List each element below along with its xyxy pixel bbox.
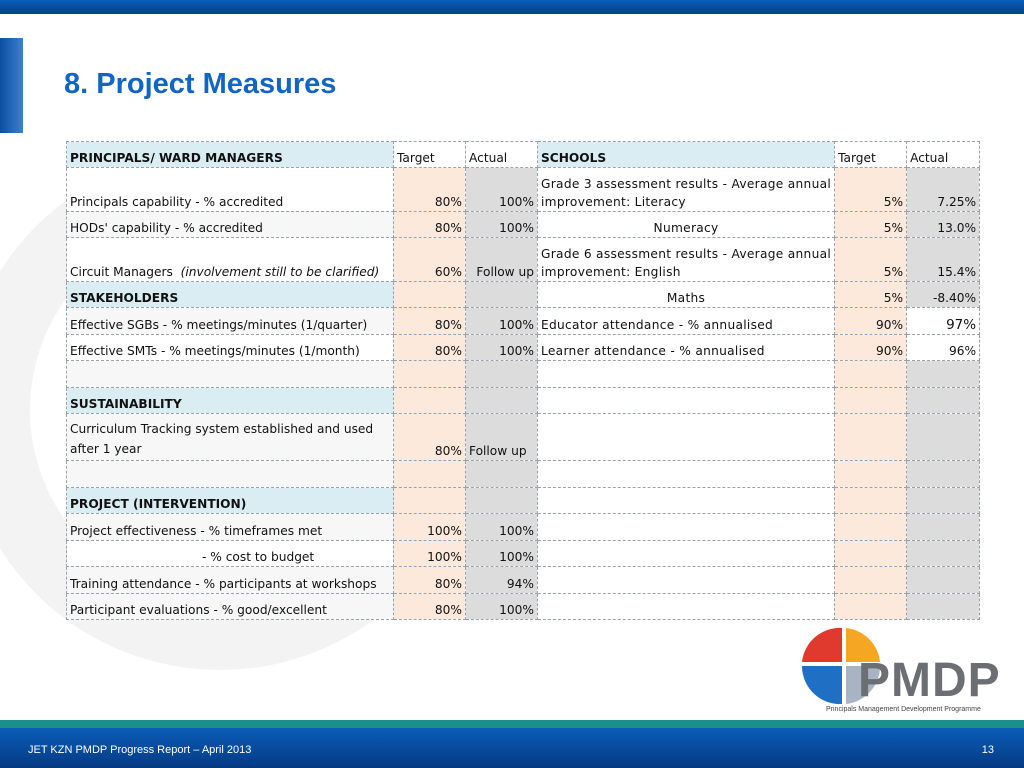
header-school-actual: Actual bbox=[907, 142, 980, 168]
school-label bbox=[538, 238, 835, 282]
school-label bbox=[538, 514, 835, 541]
school-target-value bbox=[835, 488, 907, 514]
school-label: Maths bbox=[538, 282, 835, 308]
school-target-value bbox=[835, 361, 907, 388]
row-label: HODs' capability - % accredited bbox=[67, 212, 394, 238]
header-target: Target bbox=[394, 142, 466, 168]
school-label bbox=[538, 361, 835, 388]
actual-value: Follow up bbox=[466, 238, 538, 282]
school-actual-value bbox=[907, 388, 980, 414]
actual-value: Follow up bbox=[466, 414, 538, 461]
school-target-value bbox=[835, 388, 907, 414]
school-target-value bbox=[835, 514, 907, 541]
row-label: Effective SMTs - % meetings/minutes (1/month) bbox=[67, 335, 394, 361]
header-school-target: Target bbox=[835, 142, 907, 168]
school-label bbox=[538, 388, 835, 414]
target-value: 60% bbox=[394, 238, 466, 282]
school-actual-value bbox=[907, 414, 980, 461]
row-label: Effective SGBs - % meetings/minutes (1/quarter) bbox=[67, 308, 394, 335]
actual-value bbox=[466, 361, 538, 388]
school-target-value: 5% bbox=[835, 212, 907, 238]
target-value bbox=[394, 361, 466, 388]
school-actual-value bbox=[907, 514, 980, 541]
school-label: Numeracy bbox=[538, 212, 835, 238]
school-label: Educator attendance - % annualised bbox=[538, 308, 835, 335]
school-target-value: 5% bbox=[835, 238, 907, 282]
actual-value: 100% bbox=[466, 168, 538, 212]
section-header-stakeholders: STAKEHOLDERS bbox=[67, 282, 394, 308]
school-actual-value: 96% bbox=[907, 335, 980, 361]
target-value: 80% bbox=[394, 212, 466, 238]
target-value bbox=[394, 488, 466, 514]
school-label bbox=[538, 414, 835, 461]
logo-subtitle: Principals Management Development Programme bbox=[826, 706, 981, 713]
page-number: 13 bbox=[981, 744, 994, 756]
school-actual-value bbox=[907, 567, 980, 594]
row-label bbox=[67, 238, 394, 282]
title-accent-bar bbox=[0, 38, 23, 133]
table-row bbox=[67, 541, 980, 567]
footer-text: JET KZN PMDP Progress Report – April 2013 bbox=[28, 744, 252, 756]
table-row bbox=[67, 488, 980, 514]
school-target-value: 5% bbox=[835, 282, 907, 308]
table-row bbox=[67, 282, 980, 308]
actual-value: 94% bbox=[466, 567, 538, 594]
actual-value: 100% bbox=[466, 308, 538, 335]
actual-value: 100% bbox=[466, 594, 538, 620]
table-row bbox=[67, 594, 980, 620]
row-label: Training attendance - % participants at workshops bbox=[67, 567, 394, 594]
school-label-line2: improvement: English bbox=[541, 265, 681, 279]
row-label: - % cost to budget bbox=[67, 541, 394, 567]
school-actual-value: 15.4% bbox=[907, 238, 980, 282]
header-principals: PRINCIPALS/ WARD MANAGERS bbox=[67, 142, 394, 168]
school-actual-value: 13.0% bbox=[907, 212, 980, 238]
school-label: Learner attendance - % annualised bbox=[538, 335, 835, 361]
table-row bbox=[67, 461, 980, 488]
school-label-line1: Grade 6 assessment results - Average annual bbox=[541, 247, 832, 261]
row-label-main: Circuit Managers bbox=[70, 265, 173, 279]
target-value: 80% bbox=[394, 414, 466, 461]
table-row bbox=[67, 168, 980, 212]
target-value: 100% bbox=[394, 514, 466, 541]
school-label bbox=[538, 594, 835, 620]
school-actual-value bbox=[907, 541, 980, 567]
school-label-line2: improvement: Literacy bbox=[541, 195, 686, 209]
target-value: 100% bbox=[394, 541, 466, 567]
section-header-sustainability: SUSTAINABILITY bbox=[67, 388, 394, 414]
school-actual-value: 97% bbox=[907, 308, 980, 335]
school-target-value bbox=[835, 567, 907, 594]
footer-accent-line bbox=[0, 720, 1024, 728]
row-label bbox=[67, 461, 394, 488]
school-actual-value bbox=[907, 461, 980, 488]
table-row bbox=[67, 514, 980, 541]
table-row bbox=[67, 335, 980, 361]
actual-value: 100% bbox=[466, 541, 538, 567]
row-label-line1: Curriculum Tracking system established and used bbox=[70, 422, 374, 436]
logo-wordmark: PMDP bbox=[858, 654, 1001, 707]
row-label bbox=[67, 414, 394, 461]
school-target-value: 90% bbox=[835, 308, 907, 335]
target-value bbox=[394, 282, 466, 308]
target-value bbox=[394, 461, 466, 488]
school-actual-value: -8.40% bbox=[907, 282, 980, 308]
school-target-value: 90% bbox=[835, 335, 907, 361]
logo-quadrant-red bbox=[802, 628, 842, 662]
header-schools: SCHOOLS bbox=[538, 142, 835, 168]
school-actual-value bbox=[907, 594, 980, 620]
actual-value: 100% bbox=[466, 335, 538, 361]
school-actual-value: 7.25% bbox=[907, 168, 980, 212]
header-actual: Actual bbox=[466, 142, 538, 168]
actual-value bbox=[466, 282, 538, 308]
school-label bbox=[538, 168, 835, 212]
logo-quadrant-blue bbox=[802, 666, 842, 704]
table-row bbox=[67, 414, 980, 461]
target-value: 80% bbox=[394, 594, 466, 620]
school-label bbox=[538, 488, 835, 514]
school-target-value: 5% bbox=[835, 168, 907, 212]
slide-title: 8. Project Measures bbox=[64, 68, 337, 100]
school-label-line1: Grade 3 assessment results - Average annual bbox=[541, 177, 832, 191]
table-row bbox=[67, 388, 980, 414]
row-label-note: (involvement still to be clarified) bbox=[180, 265, 380, 279]
target-value bbox=[394, 388, 466, 414]
table-header-row bbox=[67, 142, 980, 168]
actual-value: 100% bbox=[466, 212, 538, 238]
target-value: 80% bbox=[394, 335, 466, 361]
school-target-value bbox=[835, 541, 907, 567]
school-target-value bbox=[835, 594, 907, 620]
school-label bbox=[538, 567, 835, 594]
actual-value bbox=[466, 388, 538, 414]
target-value: 80% bbox=[394, 567, 466, 594]
table-row bbox=[67, 567, 980, 594]
table-row bbox=[67, 238, 980, 282]
school-actual-value bbox=[907, 361, 980, 388]
school-label bbox=[538, 541, 835, 567]
target-value: 80% bbox=[394, 308, 466, 335]
measures-table bbox=[66, 141, 980, 620]
school-label bbox=[538, 461, 835, 488]
actual-value bbox=[466, 488, 538, 514]
row-label: Project effectiveness - % timeframes met bbox=[67, 514, 394, 541]
target-value: 80% bbox=[394, 168, 466, 212]
section-header-project: PROJECT (INTERVENTION) bbox=[67, 488, 394, 514]
table-row bbox=[67, 361, 980, 388]
actual-value bbox=[466, 461, 538, 488]
row-label-line2: after 1 year bbox=[70, 442, 142, 456]
school-target-value bbox=[835, 461, 907, 488]
row-label: Participant evaluations - % good/excellent bbox=[67, 594, 394, 620]
actual-value: 100% bbox=[466, 514, 538, 541]
row-label: Principals capability - % accredited bbox=[67, 168, 394, 212]
table-row bbox=[67, 308, 980, 335]
school-actual-value bbox=[907, 488, 980, 514]
top-bar bbox=[0, 0, 1024, 14]
row-label bbox=[67, 361, 394, 388]
table-row bbox=[67, 212, 980, 238]
school-target-value bbox=[835, 414, 907, 461]
